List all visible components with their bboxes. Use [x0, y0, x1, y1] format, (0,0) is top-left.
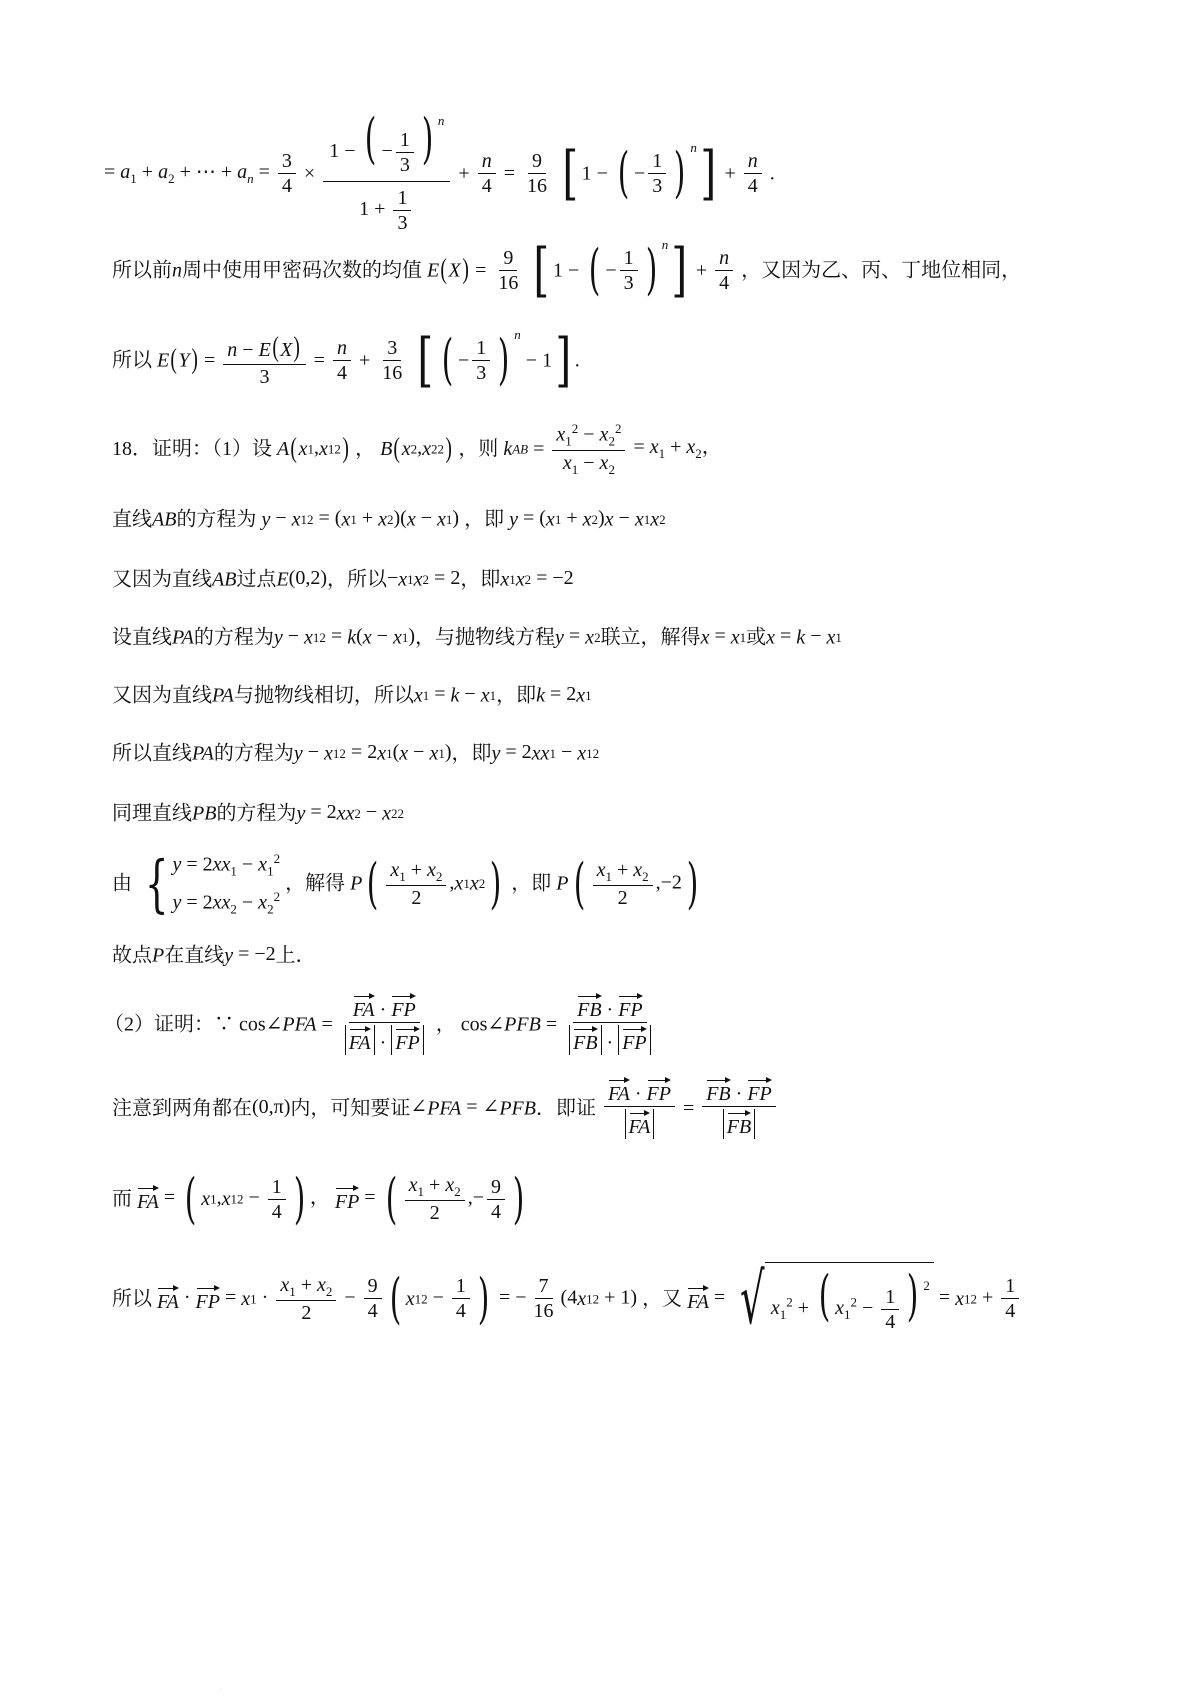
sqrt-expression: √ $x_1^2$ + ( $x_1^2$ − $\frac{1}{4}$ ) $^2$	[730, 1262, 934, 1336]
text: ，则	[458, 437, 499, 460]
expectation-y-line: 所以 E(Y) = $\frac{n - E(X)}{3}$ = $\frac{n}{4}$ + $\frac{3}{16}$ [ ( − $\frac{1}{3}$ ) $^n$ − 1] .	[112, 326, 580, 395]
text: 上．	[275, 944, 316, 967]
system-solve: 由 { $y = 2xx_1 - x_1^2$ $y = 2xx_2 - x_2^2$ ，解得 P( $\frac{x_1 + x_2}{2}$ ,x1x2) ，即 P( $\frac{x_1 + x_2}{2}$ ,−2)	[112, 846, 699, 920]
text: 注意到两角都在	[112, 1097, 252, 1120]
q18-setup: 18．证明：（1）设 A(x1,x12) ， B(x2,x22) ，则 kAB = $\frac{x_1^2 - x_2^2}{x_1 - x_2}$ = $x_1 + x_2$，	[112, 421, 722, 477]
text: ，	[435, 1013, 456, 1036]
line-ab-equation: 直线AB的方程为 y − x12 = (x1 + x2)(x − x1) ，即 y = (x1 + x2)x − x1x2	[112, 507, 666, 531]
text: 所以	[112, 349, 152, 372]
passes-point-e: 又因为直线AB过点E(0,2)，所以−x1x2 = 2，即x1x2 = −2	[112, 567, 574, 591]
text: ，即	[496, 684, 537, 707]
text: ，即	[511, 872, 552, 895]
line-pa-setup: 设直线PA的方程为y − x12 = k(x − x1)，与抛物线方程y = x2联立，解得x = x1或x = k − x1	[112, 625, 842, 649]
text: ，即	[451, 742, 492, 765]
text: ．即证	[535, 1097, 596, 1120]
text: 所以	[112, 1287, 152, 1310]
text: 故点	[112, 944, 152, 967]
text: ，与抛物线方程	[415, 626, 555, 649]
text: 的方程为	[193, 626, 274, 649]
text: 在直线	[164, 944, 225, 967]
text: 的方程为	[216, 802, 297, 825]
text: 所以前	[112, 259, 172, 282]
text: 设直线	[112, 626, 172, 649]
text: 而	[112, 1188, 132, 1210]
text: 直线	[112, 508, 152, 531]
text: 的方程为	[176, 508, 257, 531]
text: 又因为直线	[112, 684, 212, 707]
dot-product: 所以 FA · FP = x1 · $\frac{x_1 + x_2}{2}$ − $\frac{9}{4}$ ( x12 − $\frac{1}{4}$ ) = − $\frac{7}{16}$ (4x12 + 1) ，又 FA = √ $x_1^2$ + ( $x_1^2$ − $\frac{1}{4}$ ) $^2$ = x12 + $\frac{1}{4}$	[112, 1262, 1022, 1336]
text: ，即	[460, 568, 501, 591]
question-label: （2）证明：∵	[104, 1013, 234, 1036]
text: 与抛物线相切，所以	[233, 684, 414, 707]
line-pb-equation: 同理直线PB的方程为y = 2xx2 − x22	[112, 801, 405, 825]
text: ，	[355, 437, 376, 460]
text: 过点	[236, 568, 277, 591]
text: 周中使用甲密码次数的均值	[182, 259, 422, 282]
text: ，所以	[326, 568, 387, 591]
text: 所以直线	[112, 742, 192, 765]
text: ，即	[464, 508, 505, 531]
equation-system: { $y = 2xx_1 - x_1^2$ $y = 2xx_2 - x_2^2$	[144, 846, 281, 920]
text: 或	[746, 626, 767, 649]
text: 又因为直线	[112, 568, 212, 591]
text: ，又因为乙、丙、丁地位相同，	[741, 259, 1022, 282]
line-pa-equation: 所以直线PA的方程为y − x12 = 2x1(x − x1)，即y = 2xx1 − x12	[112, 741, 600, 765]
expectation-x-line: 所以前n周中使用甲密码次数的均值 E(X) = $\frac{9}{16}$ [ 1 − ( − $\frac{1}{3}$ ) $^n$] + $\frac{n}{4}$ ，又因为乙、丙、丁地位相同，	[112, 236, 1022, 305]
tangent-line: 又因为直线PA与抛物线相切，所以x1 = k − x1，即k = 2x1	[112, 683, 592, 707]
text: 内，可知要证	[290, 1097, 411, 1120]
vectors-fa-fp: 而 FA = ( x1,x12 − $\frac{1}{4}$ ) ， FP = ( $\frac{x_1 + x_2}{2}$ ,− $\frac{9}{4}$ )	[112, 1167, 525, 1230]
conclusion-p: 故点P在直线y = −2上．	[112, 943, 316, 967]
angle-note: 注意到两角都在(0,π)内，可知要证∠PFA = ∠PFB．即证 $\frac{FA \cdot FP}{FA}$ = $\frac{FB \cdot FP}{FB}$	[112, 1076, 779, 1141]
text: ，又	[642, 1287, 683, 1310]
sum-equation: = $a_1 + a_2$ + ⋯ + $a_n$ = $\frac{3}{4}$ × 1 − ( − $\frac{1}{3}$ ) $^n$ 1 + $\frac{1}{3}$ + $\frac{n}{4}$ = $\frac{9}{16}$ [ 1 − ( − $\frac{1}{3}$ ) $^n$] + $\frac{n}{4}$ .	[104, 107, 775, 234]
text: 联立，解得	[600, 626, 701, 649]
text: ，解得	[285, 872, 346, 895]
text: 同理直线	[112, 802, 192, 825]
footnote-dot: .	[220, 1683, 222, 1692]
text: 由	[112, 872, 132, 895]
question-label: 18．证明：（1）设	[112, 437, 272, 460]
part2-cosines: （2）证明：∵ cos∠PFA = $\frac{FA \cdot FP}{FA \cdot FP}$ ， cos∠PFB = $\frac{FB \cdot FP}{FB \cdot FP}$	[104, 992, 658, 1057]
text: 的方程为	[213, 742, 294, 765]
